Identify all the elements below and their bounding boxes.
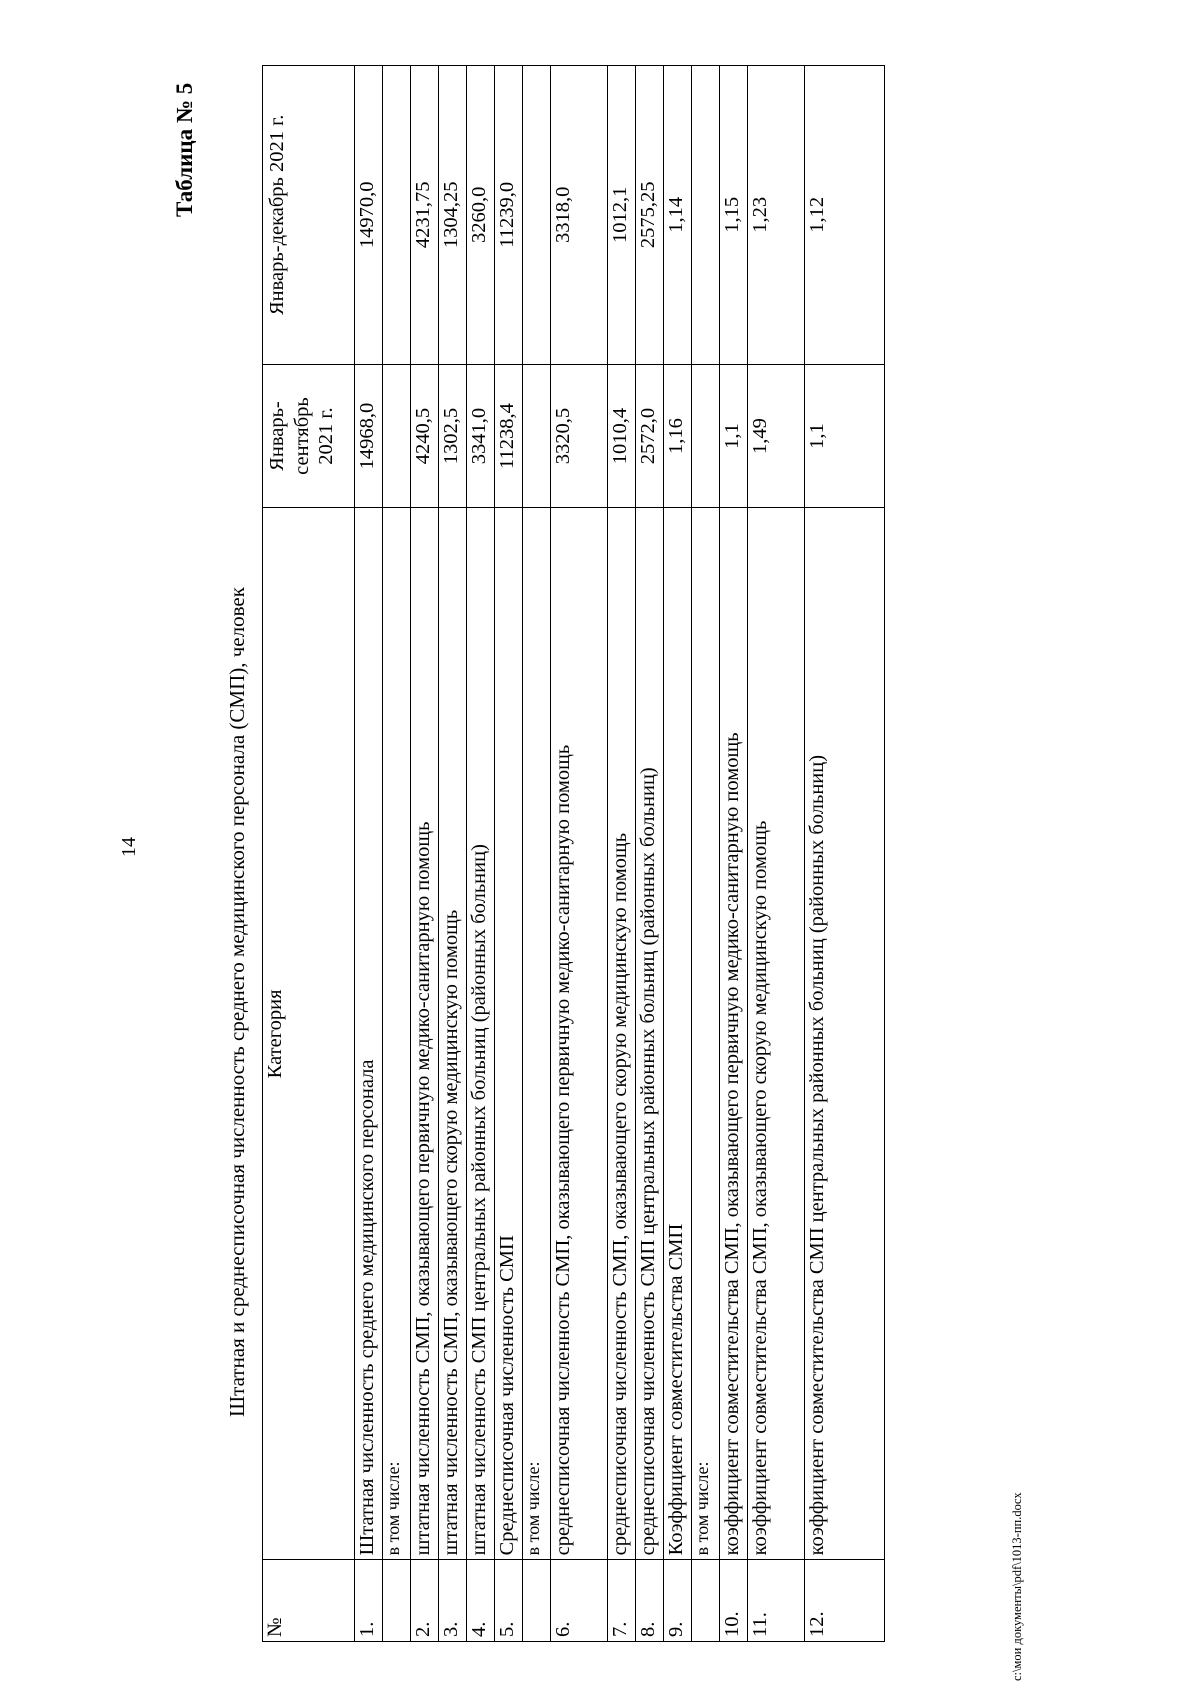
row-value-jan-dec — [383, 66, 411, 365]
page-number: 14 — [118, 837, 140, 857]
row-value-jan-sep: 1,16 — [664, 364, 692, 508]
row-value-jan-dec — [523, 66, 551, 365]
row-value-jan-sep — [523, 364, 551, 508]
table-row — [748, 66, 805, 1642]
staff-table — [262, 65, 885, 1642]
row-number: 7. — [608, 1560, 636, 1642]
row-category: Среднесписочная численность СМП — [495, 508, 523, 1560]
row-value-jan-sep — [383, 364, 411, 508]
row-category: коэффициент совместительства СМП центральных районных больниц (районных больниц) — [805, 508, 885, 1560]
table-row — [664, 66, 692, 1642]
row-value-jan-sep: 2572,0 — [636, 364, 664, 508]
row-value-jan-sep: 1302,5 — [439, 364, 467, 508]
row-value-jan-dec: 14970,0 — [355, 66, 383, 365]
header-jan-sep-text: Январь-сентябрь 2021 г. — [266, 397, 338, 475]
row-value-jan-sep: 14968,0 — [355, 364, 383, 508]
row-value-jan-dec: 1,15 — [720, 66, 748, 365]
row-value-jan-dec: 1012,1 — [608, 66, 636, 365]
row-number: 11. — [748, 1560, 805, 1642]
header-category: Категория — [263, 508, 355, 1560]
row-category: в том числе: — [692, 508, 720, 1560]
row-number: 8. — [636, 1560, 664, 1642]
table-row — [355, 66, 383, 1642]
row-category: среднесписочная численность СМП, оказывающего первичную медико-санитарную помощь — [551, 508, 608, 1560]
row-number: 4. — [467, 1560, 495, 1642]
row-category: среднесписочная численность СМП, оказывающего скорую медицинскую помощь — [608, 508, 636, 1560]
table-row — [383, 66, 411, 1642]
table-header-row — [263, 66, 355, 1642]
table-row — [495, 66, 523, 1642]
row-category: штатная численность СМП, оказывающего скорую медицинскую помощь — [439, 508, 467, 1560]
row-category: в том числе: — [523, 508, 551, 1560]
row-category: коэффициент совместительства СМП, оказывающего скорую медицинскую помощь — [748, 508, 805, 1560]
row-number: 5. — [495, 1560, 523, 1642]
row-value-jan-dec: 1,14 — [664, 66, 692, 365]
row-value-jan-dec: 11239,0 — [495, 66, 523, 365]
row-value-jan-sep: 4240,5 — [411, 364, 439, 508]
row-value-jan-sep: 1010,4 — [608, 364, 636, 508]
table-row — [692, 66, 720, 1642]
header-jan-sep — [263, 364, 355, 508]
row-number: 2. — [411, 1560, 439, 1642]
row-value-jan-sep: 3320,5 — [551, 364, 608, 508]
row-value-jan-dec: 3318,0 — [551, 66, 608, 365]
row-value-jan-sep — [692, 364, 720, 508]
row-value-jan-dec: 2575,25 — [636, 66, 664, 365]
header-jan-dec — [263, 66, 355, 365]
table-row — [467, 66, 495, 1642]
table-row — [636, 66, 664, 1642]
row-number: 9. — [664, 1560, 692, 1642]
table-row — [608, 66, 636, 1642]
table-title: Таблица № 5 — [172, 82, 197, 217]
table-caption: Штатная и среднесписочная численность среднего медицинского персонала (СМП), человек — [225, 587, 249, 1417]
row-number: 1. — [355, 1560, 383, 1642]
row-value-jan-dec: 1,12 — [805, 66, 885, 365]
row-number — [523, 1560, 551, 1642]
row-value-jan-dec — [692, 66, 720, 365]
row-number: 3. — [439, 1560, 467, 1642]
row-number: 12. — [805, 1560, 885, 1642]
table-row — [720, 66, 748, 1642]
row-value-jan-sep: 11238,4 — [495, 364, 523, 508]
row-number: 10. — [720, 1560, 748, 1642]
row-category: коэффициент совместительства СМП, оказывающего первичную медико-санитарную помощь — [720, 508, 748, 1560]
table-row — [439, 66, 467, 1642]
table-row — [805, 66, 885, 1642]
header-number: № — [263, 1560, 355, 1642]
table-row — [411, 66, 439, 1642]
row-category: среднесписочная численность СМП центральных районных больниц (районных больниц) — [636, 508, 664, 1560]
row-number: 6. — [551, 1560, 608, 1642]
row-value-jan-dec: 3260,0 — [467, 66, 495, 365]
row-value-jan-sep: 1,1 — [720, 364, 748, 508]
row-value-jan-dec: 1,23 — [748, 66, 805, 365]
row-category: в том числе: — [383, 508, 411, 1560]
row-category: Штатная численность среднего медицинского персонала — [355, 508, 383, 1560]
row-value-jan-sep: 1,49 — [748, 364, 805, 508]
row-category: штатная численность СМП центральных районных больниц (районных больниц) — [467, 508, 495, 1560]
row-value-jan-sep: 3341,0 — [467, 364, 495, 508]
table-row — [523, 66, 551, 1642]
table-row — [551, 66, 608, 1642]
row-value-jan-sep: 1,1 — [805, 364, 885, 508]
row-category: Коэффициент совместительства СМП — [664, 508, 692, 1560]
row-value-jan-dec: 1304,25 — [439, 66, 467, 365]
row-value-jan-dec: 4231,75 — [411, 66, 439, 365]
row-number — [692, 1560, 720, 1642]
header-jan-dec-text: Январь-декабрь 2021 г. — [266, 114, 288, 315]
footer-file-path: c:\мои документы\pdf\1013-пп.docx — [1010, 1492, 1024, 1681]
row-category: штатная численность СМП, оказывающего первичную медико-санитарную помощь — [411, 508, 439, 1560]
row-number — [383, 1560, 411, 1642]
